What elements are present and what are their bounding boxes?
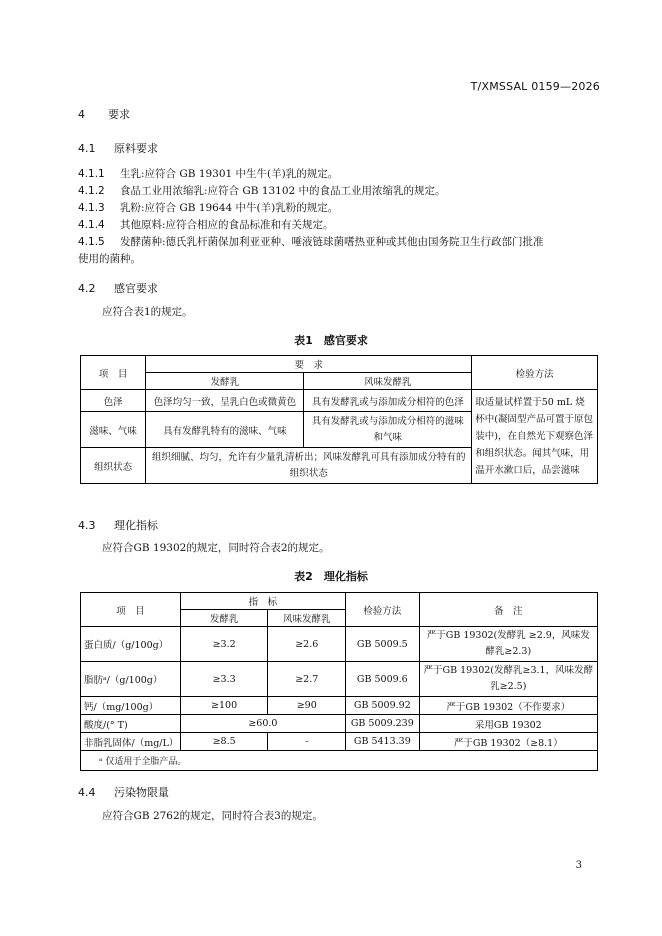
t2-acidity-item: 酸度/(° T) [81,715,181,733]
t2-acidity-value: ≥60.0 [180,715,345,733]
t1-header-fermented: 发酵乳 [146,373,304,390]
section-4-2-heading: 4.2 感官要求 [78,282,158,295]
page-number: 3 [575,860,582,871]
t2-fat-fermented: ≥3.3 [180,662,268,697]
t2-solids-fermented: ≥8.5 [180,733,268,751]
table1-caption: 表1 感官要求 [294,334,368,347]
t1-row-taste-fermented: 具有发酵乳特有的滋味、气味 [146,412,304,448]
t2-calcium-method: GB 5009.92 [346,697,420,715]
t2-calcium-fermented: ≥100 [180,697,268,715]
t2-fat-flavored: ≥2.7 [268,662,346,697]
t2-protein-flavored: ≥2.6 [268,627,346,662]
section-4-3-heading: 4.3 理化指标 [78,519,158,532]
section-4-4-text: 应符合GB 2762的规定，同时符合表3的规定。 [102,810,323,822]
t2-header-method: 检验方法 [346,593,420,627]
clause-4-1-5-continuation: 使用的菌种。 [78,253,141,265]
t2-header-item: 项 目 [81,593,181,627]
t2-solids-item: 非脂乳固体/（mg/L） [81,733,181,751]
t2-fat-item: 脂肪ᵃ/（g/100g） [81,662,181,697]
section-4-2-text: 应符合表1的规定。 [102,306,193,318]
clause-4-1-4: 4.1.4 其他原料:应符合相应的食品标准和有关规定。 [78,219,334,231]
t1-header-item: 项 目 [81,356,146,390]
t2-header-index: 指 标 [180,593,345,610]
t2-fat-note: 严于GB 19302(发酵乳≥3.1，风味发酵乳≥2.5) [419,662,597,697]
table2-caption: 表2 理化指标 [294,570,368,583]
t1-row-taste-item: 滋味、气味 [81,412,146,448]
t2-footnote: ᵃ 仅适用于全脂产品。 [81,751,598,771]
section-4-3-text: 应符合GB 19302的规定，同时符合表2的规定。 [102,542,330,554]
table-row [81,662,598,697]
t2-protein-note: 严于GB 19302(发酵乳 ≥2.9，风味发酵乳≥2.3) [419,627,597,662]
t1-header-requirements: 要 求 [146,356,472,373]
t2-protein-item: 蛋白质/（g/100g） [81,627,181,662]
t1-row-color-flavored: 具有发酵乳或与添加成分相符的色泽 [304,390,472,412]
t1-row-taste-flavored: 具有发酵乳或与添加成分相符的滋味和气味 [304,412,472,448]
table-row [81,733,598,751]
t1-method-cell: 取适量试样置于50 mL 烧杯中(凝固型产品可置于原包装中)，在自然光下观察色泽和组织状态。闻其气味，用温开水漱口后，品尝滋味 [472,390,598,484]
t2-calcium-flavored: ≥90 [268,697,346,715]
t1-row-texture-requirement: 组织细腻、均匀，允许有少量乳清析出；风味发酵乳可具有添加成分特有的组织状态 [146,448,472,484]
section-4-4-heading: 4.4 污染物限量 [78,786,169,799]
section-4-heading: 4 要求 [78,108,130,121]
t2-protein-method: GB 5009.5 [346,627,420,662]
t2-fat-method: GB 5009.6 [346,662,420,697]
sensory-requirements-table [80,355,598,484]
t1-row-color-fermented: 色泽均匀一致，呈乳白色或微黄色 [146,390,304,412]
t2-acidity-method: GB 5009.239 [346,715,420,733]
clause-4-1-5: 4.1.5 发酵菌种:德氏乳杆菌保加利亚亚种、唾液链球菌嗜热亚种或其他由国务院卫生行政部门批准 [78,236,544,248]
t1-header-flavored: 风味发酵乳 [304,373,472,390]
clause-4-1-3: 4.1.3 乳粉:应符合 GB 19644 中牛(羊)乳粉的规定。 [78,202,339,214]
t1-row-texture-item: 组织状态 [81,448,146,484]
table-row [81,627,598,662]
section-4-1-heading: 4.1 原料要求 [78,142,158,155]
document-code: T/XMSSAL 0159—2026 [470,80,600,93]
t1-header-method: 检验方法 [472,356,598,390]
t2-solids-flavored: - [268,733,346,751]
t2-solids-method: GB 5413.39 [346,733,420,751]
t2-calcium-item: 钙/（mg/100g） [81,697,181,715]
t2-header-note: 备 注 [419,593,597,627]
t2-solids-note: 严于GB 19302（≥8.1） [419,733,597,751]
t2-acidity-note: 采用GB 19302 [419,715,597,733]
t2-header-flavored: 风味发酵乳 [268,610,346,627]
table-row [81,697,598,715]
clause-4-1-1: 4.1.1 生乳:应符合 GB 19301 中生牛(羊)乳的规定。 [78,168,339,180]
clause-4-1-2: 4.1.2 食品工业用浓缩乳:应符合 GB 13102 中的食品工业用浓缩乳的规定。 [78,185,446,197]
t1-row-color-item: 色泽 [81,390,146,412]
table-row [81,715,598,733]
physicochemical-table [80,592,598,771]
t2-calcium-note: 严于GB 19302（不作要求） [419,697,597,715]
t2-header-fermented: 发酵乳 [180,610,268,627]
t2-protein-fermented: ≥3.2 [180,627,268,662]
